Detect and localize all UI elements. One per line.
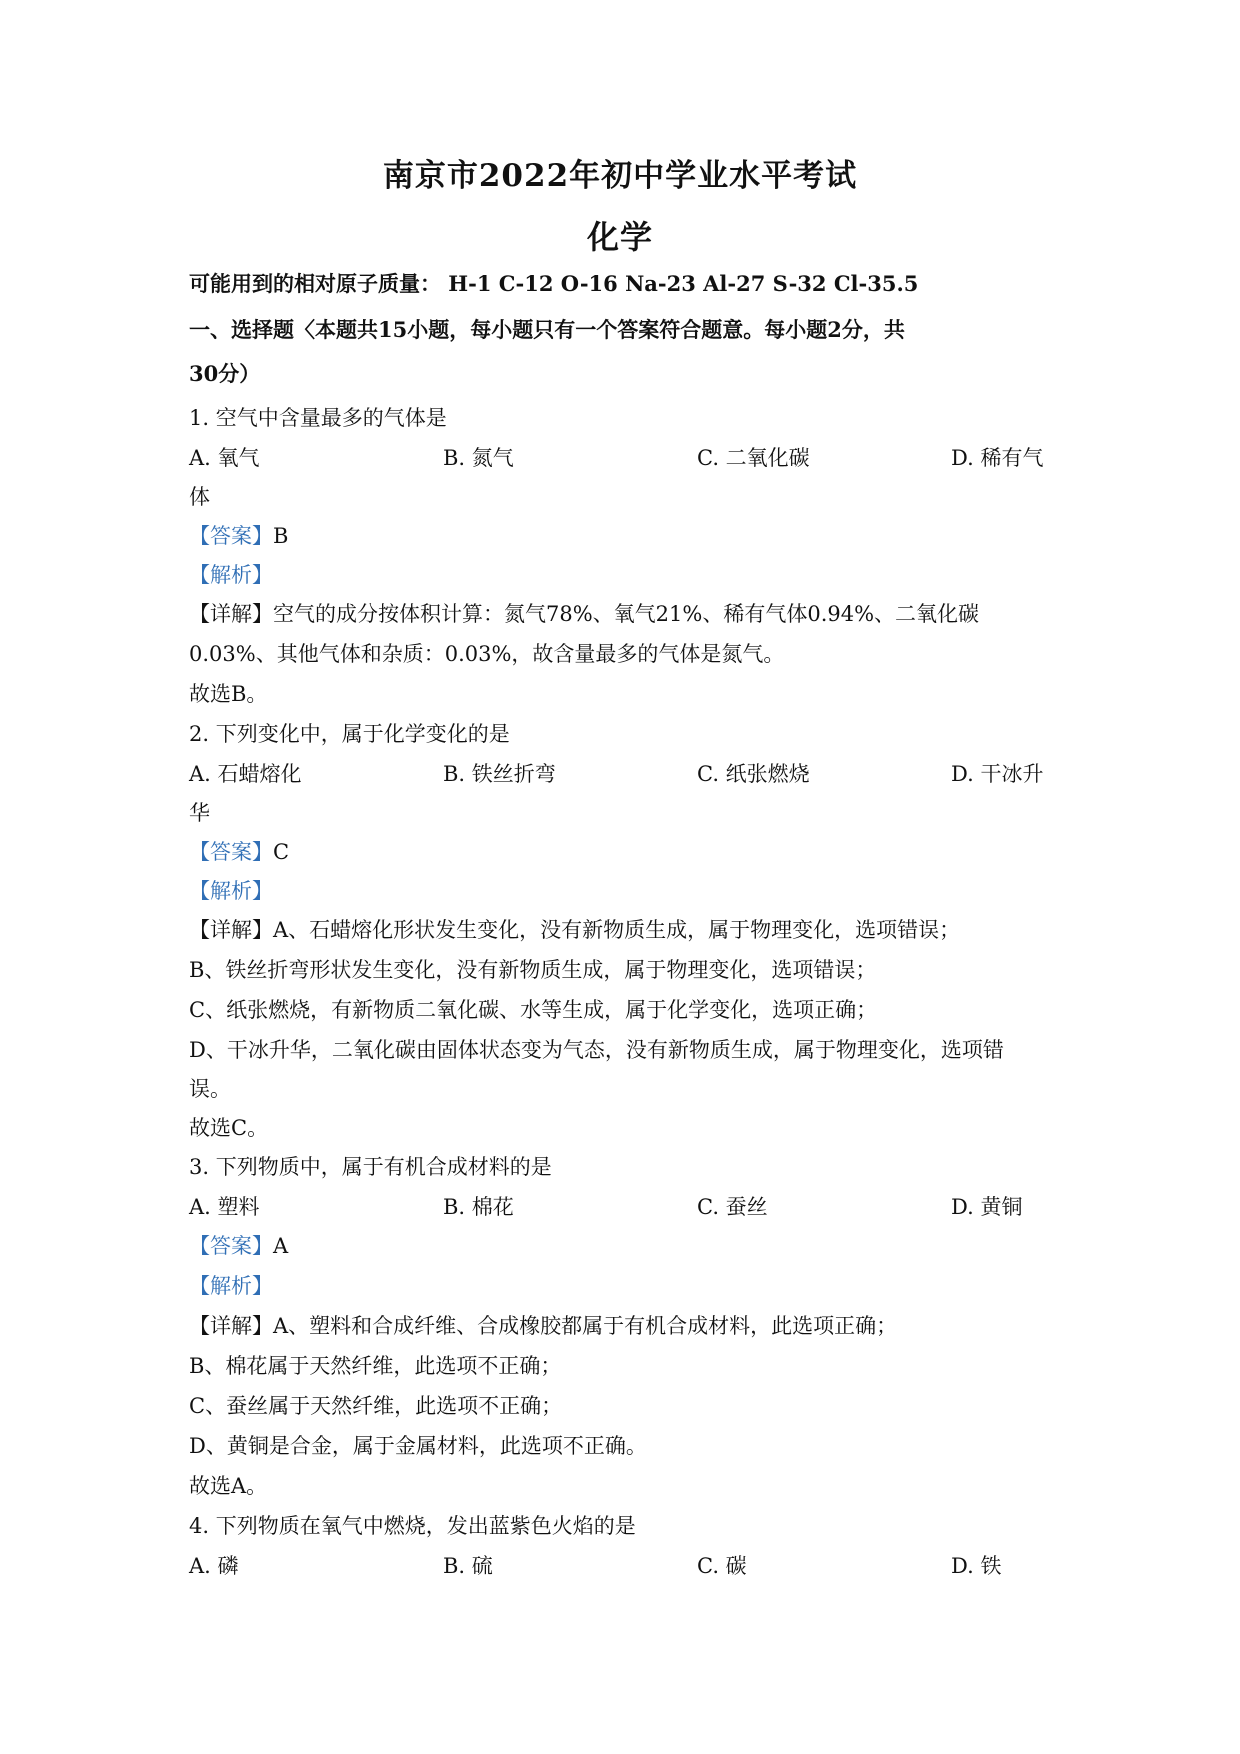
q2-detail-line3: C、纸张燃烧，有新物质二氧化碳、水等生成，属于化学变化，选项正确；: [189, 998, 878, 1022]
detail-label: 【详解】: [189, 602, 273, 626]
q3-analysis-label: 【解析】: [189, 1274, 273, 1298]
q1-option-b: B. 氮气: [443, 446, 514, 470]
section-heading-line1: 一、选择题〈本题共15小题，每小题只有一个答案符合题意。每小题2分，共: [189, 317, 905, 342]
q3-answer: A: [273, 1234, 289, 1258]
q2-detail-line5: 误。: [189, 1077, 231, 1101]
q3-detail-line4: D、黄铜是合金，属于金属材料，此选项不正确。: [189, 1434, 647, 1458]
exam-subject: 化学: [586, 218, 653, 256]
q1-detail-text: 空气的成分按体积计算：氮气78%、氧气21%、稀有气体0.94%、二氧化碳: [273, 602, 980, 626]
q3-stem: 3. 下列物质中，属于有机合成材料的是: [189, 1155, 552, 1179]
q1-option-c: C. 二氧化碳: [697, 446, 810, 470]
q1-option-a: A. 氧气: [189, 446, 260, 470]
q2-option-d-wrap: 华: [189, 801, 210, 825]
q2-detail-line4: D、干冰升华，二氧化碳由固体状态变为气态，没有新物质生成，属于物理变化，选项错: [189, 1038, 1004, 1062]
q4-option-c: C. 碳: [697, 1554, 747, 1578]
q3-option-c: C. 蚕丝: [697, 1195, 768, 1219]
q2-answer-line: [189, 838, 289, 866]
q2-answer: C: [273, 840, 290, 864]
q2-option-b: B. 铁丝折弯: [443, 762, 556, 786]
q2-conclusion: 故选C。: [189, 1116, 269, 1140]
q3-option-b: B. 棉花: [443, 1195, 514, 1219]
q2-option-c: C. 纸张燃烧: [697, 762, 810, 786]
q1-answer: B: [273, 524, 289, 548]
q2-detail-line2: B、铁丝折弯形状发生变化，没有新物质生成，属于物理变化，选项错误；: [189, 958, 877, 982]
detail-label: 【详解】: [189, 1314, 273, 1338]
q1-option-d: D. 稀有气: [951, 446, 1044, 470]
q3-option-a: A. 塑料: [189, 1195, 260, 1219]
q3-detail-line3: C、蚕丝属于天然纤维，此选项不正确；: [189, 1394, 563, 1418]
q1-option-d-wrap: 体: [189, 485, 210, 509]
atomic-masses: 可能用到的相对原子质量： H-1 C-12 O-16 Na-23 Al-27 S-32 Cl-35.5: [189, 271, 919, 296]
answer-label: 【答案】: [189, 840, 273, 864]
q4-option-d: D. 铁: [951, 1554, 1002, 1578]
q1-detail-line1: [189, 600, 979, 628]
q1-detail-line2: 0.03%、其他气体和杂质：0.03%，故含量最多的气体是氮气。: [189, 642, 785, 666]
q2-stem: 2. 下列变化中，属于化学变化的是: [189, 722, 510, 746]
q2-analysis-label: 【解析】: [189, 879, 273, 903]
q2-detail-text: A、石蜡熔化形状发生变化，没有新物质生成，属于物理变化，选项错误；: [273, 918, 961, 942]
q3-answer-line: [189, 1232, 288, 1260]
exam-title: 南京市2022年初中学业水平考试: [382, 158, 858, 194]
q3-detail-line1: [189, 1312, 897, 1340]
q1-analysis-label: 【解析】: [189, 563, 273, 587]
answer-label: 【答案】: [189, 1234, 273, 1258]
answer-label: 【答案】: [189, 524, 273, 548]
q3-option-d: D. 黄铜: [951, 1195, 1023, 1219]
q4-option-a: A. 磷: [189, 1554, 239, 1578]
q3-detail-line2: B、棉花属于天然纤维，此选项不正确；: [189, 1354, 562, 1378]
q3-detail-text: A、塑料和合成纤维、合成橡胶都属于有机合成材料，此选项正确；: [273, 1314, 898, 1338]
q1-stem: 1. 空气中含量最多的气体是: [189, 406, 447, 430]
q4-option-b: B. 硫: [443, 1554, 493, 1578]
q1-conclusion: 故选B。: [189, 682, 268, 706]
q4-stem: 4. 下列物质在氧气中燃烧，发出蓝紫色火焰的是: [189, 1514, 636, 1538]
q2-option-a: A. 石蜡熔化: [189, 762, 302, 786]
q1-answer-line: [189, 522, 288, 550]
section-heading-line2: 30分）: [189, 361, 261, 386]
q2-option-d: D. 干冰升: [951, 762, 1044, 786]
q2-detail-line1: [189, 916, 960, 944]
detail-label: 【详解】: [189, 918, 273, 942]
q3-conclusion: 故选A。: [189, 1474, 268, 1498]
